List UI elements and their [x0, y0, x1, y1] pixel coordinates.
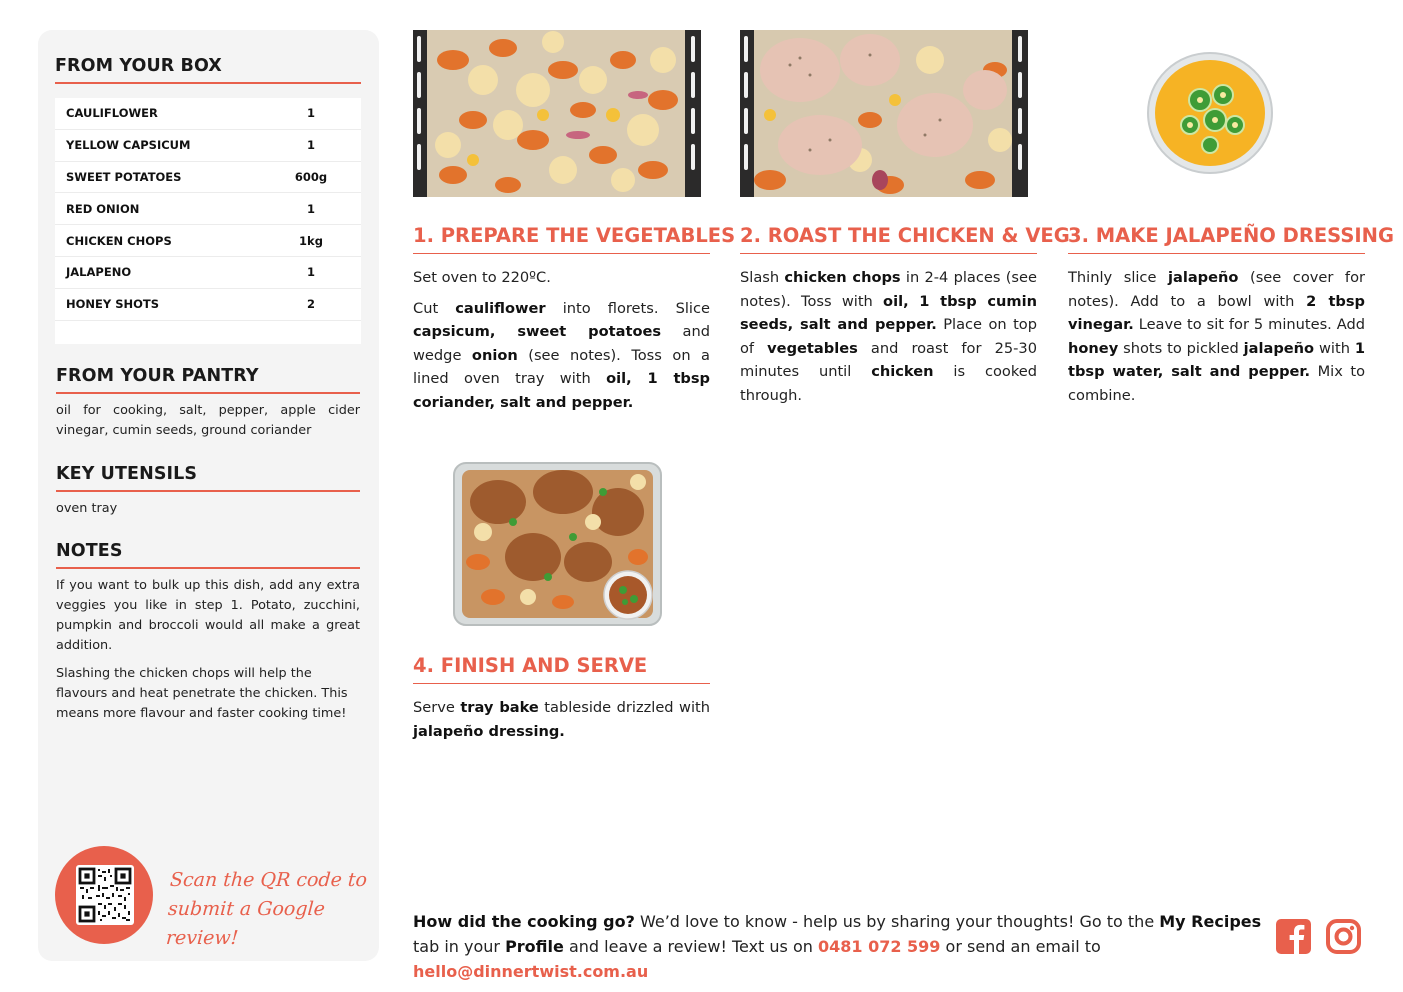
ingredient-qty: 1 — [306, 265, 315, 280]
from-your-box-title: FROM YOUR BOX — [55, 56, 361, 84]
emphasis-text: How did the cooking go? — [413, 912, 635, 931]
text-run: Slash — [740, 269, 785, 286]
text-run: Cut — [413, 299, 456, 317]
emphasis-text: jalapeño — [1167, 269, 1239, 286]
ingredient-name: CHICKEN CHOPS — [66, 233, 172, 248]
step-4-instructions — [413, 696, 710, 750]
step-2-title: 2. ROAST THE CHICKEN & VEG — [740, 224, 1037, 254]
instruction-paragraph — [413, 266, 710, 290]
text-run: Leave to sit for 5 minutes. Add — [1133, 316, 1365, 333]
emphasis-text: tray bake — [460, 699, 539, 716]
emphasis-text: 2 tbsp vinegar. — [1068, 292, 1365, 333]
emphasis-text: chicken — [871, 363, 934, 380]
table-row — [55, 162, 361, 194]
text-run: tab in your — [413, 937, 506, 956]
emphasis-text: onion — [471, 346, 518, 364]
text-run: Place on top of — [740, 316, 1037, 357]
pantry-title: FROM YOUR PANTRY — [56, 366, 360, 394]
ingredient-qty: 1 — [306, 138, 315, 153]
step-2-photo — [740, 30, 1028, 197]
instruction-paragraph — [740, 266, 1037, 407]
text-run: Set oven to 220ºC. — [413, 269, 551, 286]
text-run: Thinly slice — [1068, 269, 1168, 286]
emphasis-text: capsicum, sweet potatoes — [413, 323, 662, 340]
qr-badge — [55, 846, 153, 944]
text-run: We’d love to know - help us by sharing your thoughts! Go to the — [634, 912, 1160, 931]
notes-title: NOTES — [56, 541, 360, 569]
emphasis-text: jalapeño dressing. — [413, 722, 565, 740]
table-row — [55, 257, 361, 289]
qr-caption — [165, 866, 371, 953]
utensils-text: oven tray — [56, 501, 118, 516]
step-3-instructions — [1068, 266, 1365, 414]
qr-caption-line: Scan the QR code to — [169, 869, 368, 891]
step-1-instructions — [413, 266, 710, 421]
step-4-photo — [453, 462, 662, 626]
feedback-footer — [413, 909, 1263, 984]
text-run: and roast for 25-30 minutes until — [740, 339, 1037, 380]
step-3-photo — [1145, 50, 1275, 177]
emphasis-text: chicken chops — [784, 269, 901, 286]
text-run: Mix to combine. — [1068, 363, 1365, 404]
instruction-paragraph — [1068, 266, 1365, 407]
ingredient-qty: 1 — [306, 201, 315, 216]
notes-paragraph: If you want to bulk up this dish, add any extra veggies you like in step 1. Potato, zucchini, pumpkin and broccoli would all make a great addition. — [56, 578, 360, 653]
instruction-paragraph — [413, 696, 710, 743]
ingredient-name: CAULIFLOWER — [66, 106, 158, 121]
pantry-text: oil for cooking, salt, pepper, apple cider vinegar, cumin seeds, ground coriander — [56, 403, 360, 438]
ingredient-name: HONEY SHOTS — [66, 297, 160, 312]
sidebar — [38, 30, 379, 961]
emphasis-text: honey — [1068, 339, 1119, 357]
emphasis-text: cauliflower — [455, 299, 546, 317]
contact-link[interactable]: 0481 072 599 — [817, 937, 941, 956]
emphasis-text: oil, 1 tbsp coriander, salt and pepper. — [413, 370, 710, 411]
text-run: shots to pickled — [1118, 339, 1244, 357]
ingredient-qty: 1kg — [299, 233, 323, 248]
emphasis-text: My Recipes — [1159, 912, 1262, 931]
facebook-icon[interactable] — [1275, 918, 1312, 955]
text-run: and wedge — [413, 323, 710, 364]
ingredient-qty: 600g — [294, 169, 328, 184]
text-run: and leave a review! Text us on — [563, 937, 818, 956]
emphasis-text: vegetables — [767, 339, 858, 357]
step-3-title: 3. MAKE JALAPEÑO DRESSING — [1068, 224, 1365, 254]
text-run: or send an email to — [940, 937, 1101, 956]
text-run: with — [1314, 339, 1355, 357]
ingredient-name: JALAPENO — [66, 265, 132, 280]
table-row — [55, 98, 361, 130]
emphasis-text: Profile — [505, 937, 564, 956]
contact-link[interactable]: hello@dinnertwist.com.au — [413, 962, 649, 981]
qr-caption-line: submit a Google review! — [165, 898, 326, 949]
ingredient-name: YELLOW CAPSICUM — [66, 138, 191, 153]
text-run: into florets. Slice — [545, 299, 710, 317]
text-run: (see notes). Toss on a lined oven tray with — [413, 346, 711, 387]
table-row — [55, 193, 361, 225]
emphasis-text: oil, 1 tbsp cumin seeds, salt and pepper. — [740, 292, 1037, 333]
table-row — [55, 130, 361, 162]
text-run: Serve — [413, 699, 461, 716]
text-run: in 2-4 places (see notes). Toss with — [740, 269, 1037, 310]
text-run: tableside drizzled with — [538, 699, 710, 716]
instagram-icon[interactable] — [1325, 918, 1362, 955]
ingredient-qty: 2 — [306, 297, 315, 312]
emphasis-text: jalapeño — [1243, 339, 1315, 357]
notes-paragraph: Slashing the chicken chops will help the flavours and heat penetrate the chicken. This means more flavour and faster cooking time! — [56, 666, 348, 721]
table-row — [55, 289, 361, 321]
ingredients-table — [55, 98, 361, 344]
qr-code-icon[interactable] — [76, 865, 134, 925]
utensils-title: KEY UTENSILS — [56, 464, 360, 492]
ingredient-name: SWEET POTATOES — [66, 169, 182, 184]
emphasis-text: 1 tbsp water, salt and pepper. — [1068, 339, 1365, 380]
ingredient-name: RED ONION — [66, 201, 140, 216]
table-row — [55, 225, 361, 257]
step-1-title: 1. PREPARE THE VEGETABLES — [413, 224, 710, 254]
step-1-photo — [413, 30, 701, 197]
step-4-title: 4. FINISH AND SERVE — [413, 654, 710, 684]
step-2-instructions — [740, 266, 1037, 414]
text-run: (see cover for notes). Add to a bowl with — [1068, 269, 1365, 310]
text-run: is cooked through. — [740, 363, 1037, 404]
ingredient-qty: 1 — [306, 106, 315, 121]
instruction-paragraph — [413, 297, 710, 415]
